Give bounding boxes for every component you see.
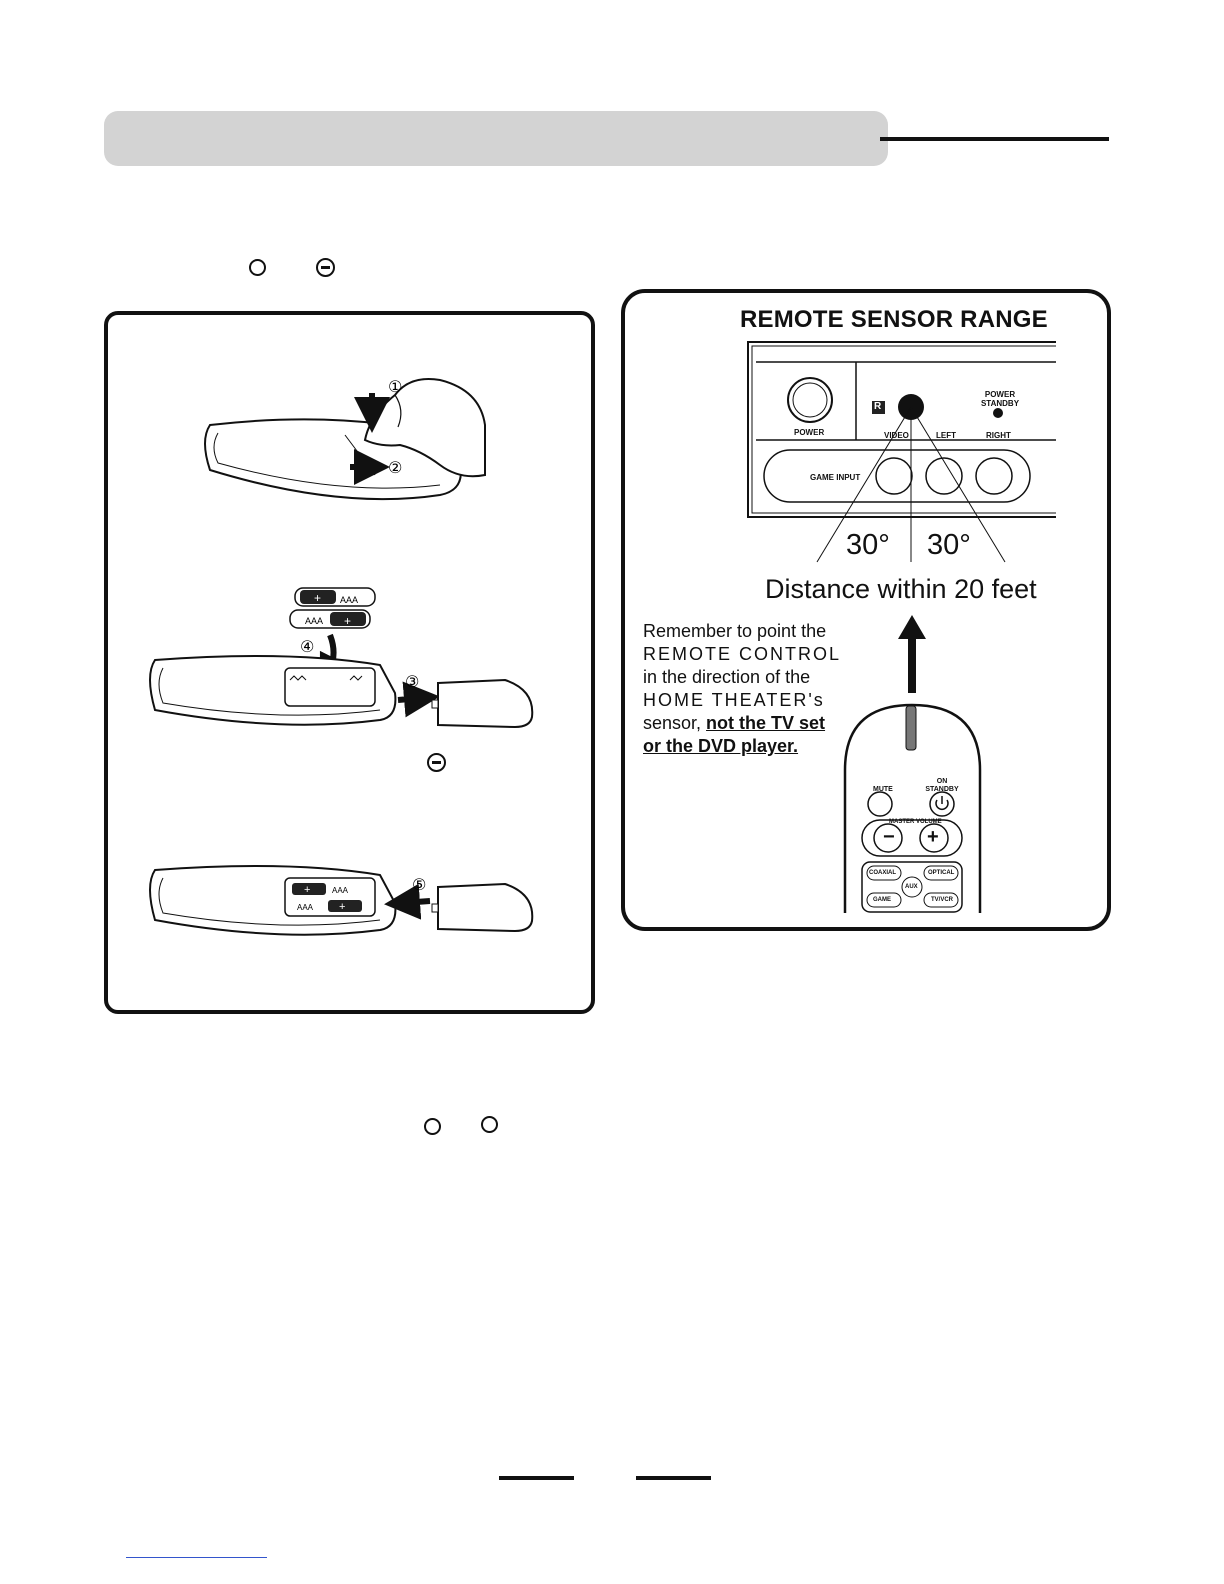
- polarity-minus-symbol-panel: [427, 753, 446, 772]
- right-label: RIGHT: [986, 431, 1011, 440]
- polarity-plus-symbol-3: [481, 1116, 498, 1133]
- remote-tv-vcr-label: TV/VCR: [931, 897, 954, 903]
- step-2-label: ②: [388, 458, 403, 477]
- sensor-range-title: REMOTE SENSOR RANGE: [740, 306, 1048, 333]
- receiver-power-label: POWER: [794, 428, 825, 437]
- ir-label: R: [874, 401, 882, 412]
- angle-right-label: 30°: [927, 529, 971, 561]
- remote-volume-plus: +: [927, 826, 939, 848]
- battery-4-plus: +: [339, 901, 346, 913]
- note-line-5-plain: sensor,: [643, 713, 707, 733]
- polarity-plus-symbol-2: [424, 1118, 441, 1135]
- power-standby-label: POWER STANDBY: [980, 390, 1020, 408]
- footer-rule-right: [636, 1476, 711, 1480]
- battery-2-plus: +: [344, 614, 352, 628]
- polarity-minus-symbol: [316, 258, 335, 277]
- polarity-plus-symbol: [249, 259, 266, 276]
- game-input-label: GAME INPUT: [810, 473, 861, 482]
- step-4-label: ④: [300, 637, 315, 656]
- section-header-bar: [104, 111, 888, 166]
- battery-1-plus: +: [314, 591, 322, 605]
- battery-illustrations: [140, 365, 560, 965]
- remote-pointing-note: [643, 620, 843, 758]
- footer-rule-left: [499, 1476, 574, 1480]
- battery-1-label: AAA: [340, 595, 359, 605]
- battery-2-label: AAA: [305, 616, 324, 626]
- note-line-6-bold: or the DVD player.: [643, 736, 799, 756]
- battery-cover-removed: [432, 680, 532, 727]
- receiver-front-panel: [740, 340, 1056, 565]
- batteries-aaa: [290, 588, 375, 628]
- step-1-label: ①: [388, 377, 403, 396]
- battery-4-label: AAA: [297, 903, 314, 912]
- distance-label: Distance within 20 feet: [765, 574, 1037, 604]
- remote-control-illustration: [840, 700, 985, 915]
- video-label: VIDEO: [884, 431, 909, 440]
- left-label: LEFT: [936, 431, 956, 440]
- step-3-label: ③: [405, 672, 420, 691]
- remote-mute-label: MUTE: [873, 786, 893, 793]
- header-rule: [880, 137, 1109, 141]
- battery-cover-inserting: [432, 884, 532, 931]
- remote-master-volume-label: MASTER VOLUME: [889, 819, 942, 825]
- remote-batteries-inserted: [150, 866, 395, 935]
- step-5-label: ⑤: [412, 875, 427, 894]
- battery-3-label: AAA: [332, 886, 349, 895]
- remote-on-standby-label: ON STANDBY: [925, 778, 959, 793]
- remote-aux-label: AUX: [905, 884, 918, 890]
- remote-coaxial-label: COAXIAL: [869, 870, 896, 876]
- note-line-3: in the direction of the: [643, 667, 811, 687]
- remote-volume-minus: −: [883, 826, 895, 848]
- note-line-4: HOME THEATER's: [643, 690, 825, 710]
- arrow-up-icon: [896, 615, 928, 693]
- footer-link-underline: [126, 1557, 267, 1558]
- remote-step-1-2: [205, 379, 485, 499]
- angle-left-label: 30°: [846, 529, 890, 561]
- battery-3-plus: +: [304, 884, 311, 896]
- note-line-2: REMOTE CONTROL: [643, 644, 842, 664]
- remote-game-label: GAME: [873, 897, 891, 903]
- remote-optical-label: OPTICAL: [928, 870, 955, 876]
- note-line-5-bold: not the TV set: [706, 713, 826, 733]
- remote-open-compartment: [150, 656, 395, 725]
- note-line-1: Remember to point the: [643, 621, 827, 641]
